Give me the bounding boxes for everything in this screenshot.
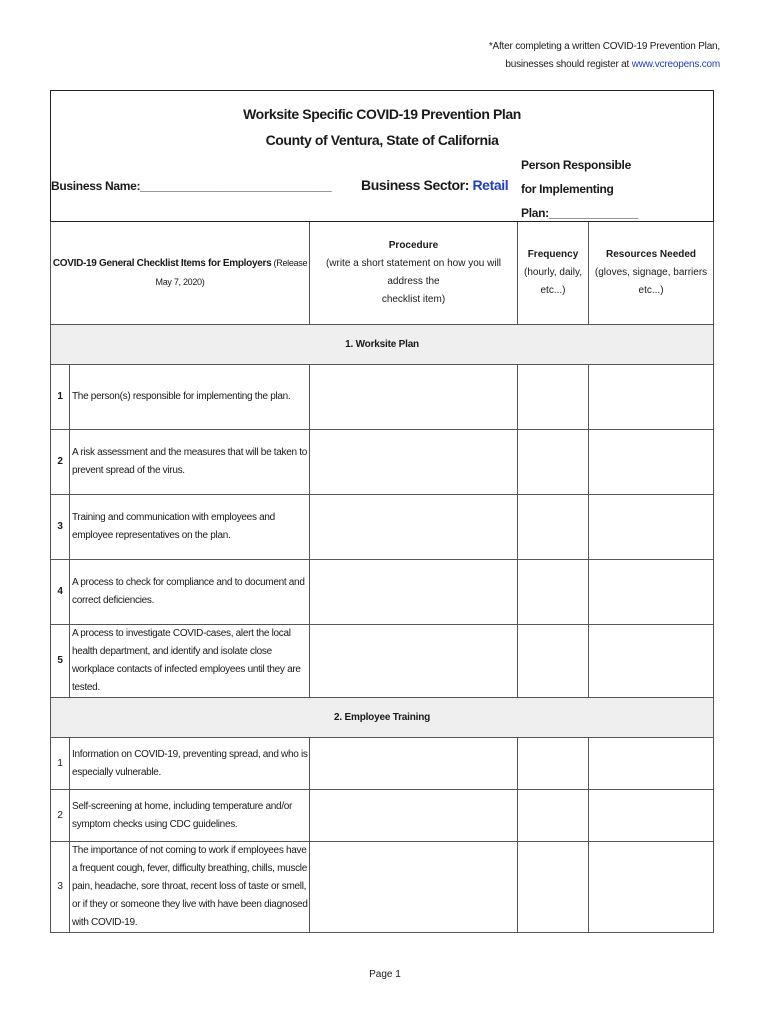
- column-frequency: [518, 222, 589, 325]
- section-row: [51, 325, 714, 365]
- form-title-line2: County of Ventura, State of California: [265, 132, 499, 148]
- item-number: 3: [51, 495, 70, 560]
- checklist-item-text: Training and communication with employees and employee representatives on the plan.: [70, 495, 310, 560]
- column-resources-title: Resources Needed: [606, 249, 697, 260]
- checklist-row: [51, 365, 714, 430]
- column-frequency-desc2: etc...): [540, 285, 566, 296]
- frequency-cell[interactable]: [518, 560, 589, 625]
- item-number: 4: [51, 560, 70, 625]
- business-sector-value[interactable]: Retail: [472, 177, 509, 193]
- checklist-row: [51, 495, 714, 560]
- person-responsible-field[interactable]: [521, 153, 713, 225]
- person-responsible-line2: for Implementing Plan:______________: [521, 182, 639, 220]
- procedure-cell[interactable]: [310, 738, 518, 790]
- column-procedure-desc1: (write a short statement on how you will address the: [325, 258, 502, 287]
- column-checklist: [51, 222, 310, 325]
- checklist-item-text: A process to investigate COVID-cases, alert the local health department, and identify and isolate close workplace contacts of infected employees until they are tested.: [70, 625, 310, 698]
- procedure-cell[interactable]: [310, 842, 518, 933]
- column-procedure-title: Procedure: [388, 240, 439, 251]
- column-checklist-release: (Release May 7, 2020): [155, 258, 308, 287]
- frequency-cell[interactable]: [518, 625, 589, 698]
- frequency-cell[interactable]: [518, 738, 589, 790]
- frequency-cell[interactable]: [518, 495, 589, 560]
- item-number: 3: [51, 842, 70, 933]
- procedure-cell[interactable]: [310, 625, 518, 698]
- registration-note-prefix: businesses should register at: [505, 59, 632, 70]
- form-title-line1: Worksite Specific COVID-19 Prevention Plan: [243, 106, 521, 122]
- procedure-cell[interactable]: [310, 790, 518, 842]
- checklist-item-text: The importance of not coming to work if employees have a frequent cough, fever, difficulty breathing, chills, muscle pain, headache, sore throat, recent loss of taste or smell, or if they or someone they live with have been diagnosed with COVID-19.: [70, 842, 310, 933]
- checklist-row: [51, 430, 714, 495]
- person-responsible-line1: Person Responsible: [521, 158, 631, 172]
- business-name-field[interactable]: Business Name:______________________________: [51, 179, 332, 193]
- item-number: 2: [51, 430, 70, 495]
- column-frequency-desc1: (hourly, daily,: [524, 267, 582, 278]
- procedure-cell[interactable]: [310, 560, 518, 625]
- section-title: 1. Worksite Plan: [51, 325, 714, 365]
- registration-link[interactable]: www.vcreopens.com: [631, 59, 720, 70]
- frequency-cell[interactable]: [518, 842, 589, 933]
- column-frequency-title: Frequency: [527, 249, 579, 260]
- resources-cell[interactable]: [589, 430, 714, 495]
- business-sector-label: Business Sector:: [361, 177, 473, 193]
- section-row: [51, 698, 714, 738]
- prevention-plan-form: [50, 90, 713, 933]
- column-procedure: [310, 222, 518, 325]
- resources-cell[interactable]: [589, 365, 714, 430]
- column-resources: [589, 222, 714, 325]
- section-title: 2. Employee Training: [51, 698, 714, 738]
- page-number: Page 1: [369, 969, 401, 980]
- resources-cell[interactable]: [589, 790, 714, 842]
- column-header-row: [51, 222, 714, 325]
- resources-cell[interactable]: [589, 738, 714, 790]
- checklist-row: [51, 560, 714, 625]
- frequency-cell[interactable]: [518, 430, 589, 495]
- checklist-row: [51, 842, 714, 933]
- resources-cell[interactable]: [589, 560, 714, 625]
- checklist-item-text: A risk assessment and the measures that will be taken to prevent spread of the virus.: [70, 430, 310, 495]
- registration-note-line1: *After completing a written COVID-19 Prevention Plan,: [488, 41, 720, 52]
- item-number: 2: [51, 790, 70, 842]
- plan-table: [50, 90, 714, 933]
- form-title: [51, 101, 713, 153]
- frequency-cell[interactable]: [518, 365, 589, 430]
- item-number: 5: [51, 625, 70, 698]
- checklist-item-text: The person(s) responsible for implementing the plan.: [70, 365, 310, 430]
- procedure-cell[interactable]: [310, 430, 518, 495]
- registration-note-line2: [489, 56, 720, 74]
- frequency-cell[interactable]: [518, 790, 589, 842]
- checklist-row: [51, 790, 714, 842]
- column-procedure-desc2: checklist item): [381, 294, 446, 305]
- checklist-row: [51, 625, 714, 698]
- registration-note: [489, 38, 720, 74]
- resources-cell[interactable]: [589, 625, 714, 698]
- item-number: 1: [51, 738, 70, 790]
- item-number: 1: [51, 365, 70, 430]
- checklist-item-text: Self-screening at home, including temperature and/or symptom checks using CDC guidelines.: [70, 790, 310, 842]
- resources-cell[interactable]: [589, 842, 714, 933]
- procedure-cell[interactable]: [310, 365, 518, 430]
- procedure-cell[interactable]: [310, 495, 518, 560]
- checklist-row: [51, 738, 714, 790]
- resources-cell[interactable]: [589, 495, 714, 560]
- column-resources-desc: (gloves, signage, barriers etc...): [594, 267, 708, 296]
- checklist-item-text: A process to check for compliance and to document and correct deficiencies.: [70, 560, 310, 625]
- checklist-item-text: Information on COVID-19, preventing spread, and who is especially vulnerable.: [70, 738, 310, 790]
- form-header: [51, 91, 714, 222]
- column-checklist-title: COVID-19 General Checklist Items for Employers: [52, 258, 272, 269]
- business-sector: [361, 177, 508, 193]
